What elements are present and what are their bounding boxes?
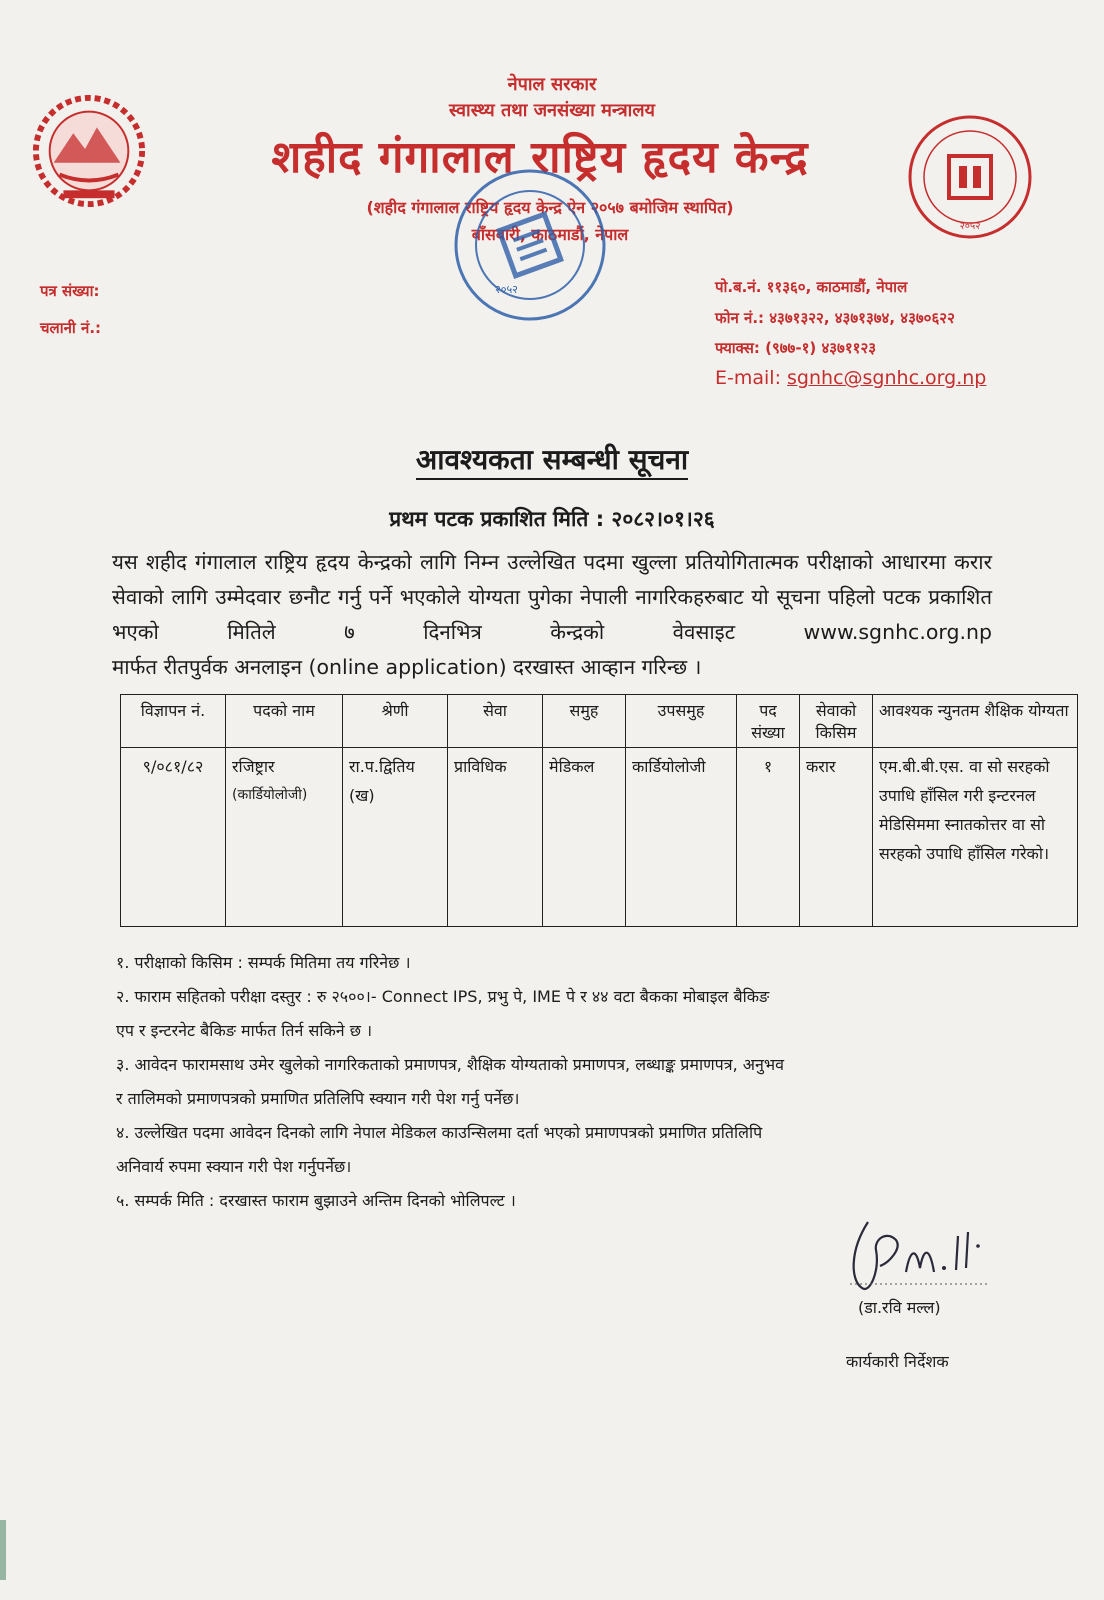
institution-title: शहीद गंगालाल राष्ट्रिय हृदय केन्द्र (271, 132, 809, 183)
official-stamp-icon (450, 165, 610, 325)
note-item: एप र इन्टरनेट बैकिङ मार्फत तिर्न सकिने छ । (116, 1021, 373, 1040)
cell-qualification: एम.बी.बी.एस. वा सो सरहको उपाधि हाँसिल गरी इन्टरनल मेडिसिममा स्नातकोत्तर वा सो सरहको उपाधि हाँसिल गरेको। (873, 748, 1078, 927)
email-label: E-mail: (715, 367, 781, 389)
cell-service-type: करार (800, 748, 873, 927)
cell-ad-number: ९/०८१/८२ (121, 748, 226, 927)
post-subname: (कार्डियोलोजी) (232, 787, 308, 803)
email-link[interactable]: sgnhc@sgnhc.org.np (787, 367, 987, 389)
note-item: र तालिमको प्रमाणपत्रको प्रमाणित प्रतिलिपि स्क्यान गरी पेश गर्नु पर्नेछ। (116, 1089, 520, 1108)
post-name: रजिष्ट्रार (232, 757, 275, 776)
publish-date: प्रथम पटक प्रकाशित मिति : २०८२।०१।२६ (389, 507, 715, 531)
cell-post-name (226, 748, 343, 927)
col-subgroup: उपसमुह (626, 695, 737, 748)
col-service: सेवा (448, 695, 543, 748)
cell-subgroup: कार्डियोलोजी (626, 748, 737, 927)
notice-title: आवश्यकता सम्बन्धी सूचना (0, 440, 1104, 478)
letter-number-label: पत्र संख्या: (40, 282, 100, 300)
level-name: रा.प.द्वितिय (349, 757, 415, 776)
hospital-logo-icon (905, 112, 1035, 242)
col-qualification: आवश्यक न्युनतम शैक्षिक योग्यता (873, 695, 1078, 748)
cell-service: प्राविधिक (448, 748, 543, 927)
government-name: नेपाल सरकार (507, 74, 597, 95)
col-post-count: पद संख्या (737, 695, 800, 748)
col-ad-number: विज्ञापन नं. (121, 695, 226, 748)
notice-body (112, 545, 992, 685)
location-line: बाँसबारी, काठमाडौं, नेपाल (471, 225, 629, 244)
notice-body-text: यस शहीद गंगालाल राष्ट्रिय हृदय केन्द्रको लागि निम्न उल्लेखित पदमा खुल्ला प्रतियोगितात्मक परीक्षाको आधारमा करार सेवाको लागि उम्मेदवार छनौट गर्नु पर्ने भएकोले योग्यता पुगेका नेपाली नागरिकहरुबाट यो सूचना पहिलो पटक प्रकाशित भएको मितिले ७ दिनभित्र केन्द्रको वेवसाइट www.sgnhc.org.np (112, 550, 992, 644)
note-item: ५. सम्पर्क मिति : दरखास्त फाराम बुझाउने अन्तिम दिनको भोलिपल्ट । (116, 1191, 516, 1210)
col-post-name: पदको नाम (226, 695, 343, 748)
notice-body-last-line: मार्फत रीतपुर्वक अनलाइन (online application) दरखास्त आव्हान गरिन्छ । (112, 655, 702, 679)
signatory-title: कार्यकारी निर्देशक (846, 1352, 949, 1371)
cell-group: मेडिकल (543, 748, 626, 927)
signatory-name: (डा.रवि मल्ल) (858, 1298, 941, 1317)
notes-list (116, 946, 996, 1218)
note-item: १. परीक्षाको किसिम : सम्पर्क मितिमा तय गरिनेछ । (116, 953, 411, 972)
note-item: २. फाराम सहितको परीक्षा दस्तुर : रु २५००।- Connect IPS, प्रभु पे, IME पे र ४४ वटा बैकका मोबाइल बैकिङ (116, 987, 770, 1006)
cell-post-count: १ (737, 748, 800, 927)
ministry-name: स्वास्थ्य तथा जनसंख्या मन्त्रालय (449, 100, 655, 121)
fax-number: फ्याक्स: (९७७-१) ४३७११२३ (715, 339, 877, 357)
col-level: श्रेणी (343, 695, 448, 748)
level-sub: (ख) (349, 786, 375, 805)
establishment-line: (शहीद गंगालाल राष्ट्रिय हृदय केन्द्र ऐन २०५७ बमोजिम स्थापित) (366, 198, 734, 217)
note-item: ४. उल्लेखित पदमा आवेदन दिनको लागि नेपाल मेडिकल काउन्सिलमा दर्ता भएको प्रमाणपत्रको प्रमाणित प्रतिलिपि (116, 1123, 763, 1142)
stamp-year: २०५२ (495, 283, 518, 296)
logo-year: २०५२ (959, 221, 981, 232)
table-row (121, 748, 1078, 927)
phone-numbers: फोन नं.: ४३७१३२२, ४३७१३७४, ४३७०६२२ (715, 309, 955, 327)
cell-level (343, 748, 448, 927)
note-item: अनिवार्य रुपमा स्क्यान गरी पेश गर्नुपर्नेछ। (116, 1157, 352, 1176)
col-service-type: सेवाको किसिम (800, 695, 873, 748)
po-box: पो.ब.नं. ११३६०, काठमाडौं, नेपाल (715, 278, 908, 296)
email-row (715, 367, 986, 389)
dispatch-number-label: चलानी नं.: (40, 319, 102, 337)
note-item: ३. आवेदन फारामसाथ उमेर खुलेको नागरिकताको प्रमाणपत्र, शैक्षिक योग्यताको प्रमाणपत्र, लब्धाङ्क प्रमाणपत्र, अनुभव (116, 1055, 785, 1074)
table-header-row (121, 695, 1078, 748)
col-group: समुह (543, 695, 626, 748)
page-edge-shadow (0, 1520, 6, 1580)
vacancy-table (120, 694, 1078, 927)
